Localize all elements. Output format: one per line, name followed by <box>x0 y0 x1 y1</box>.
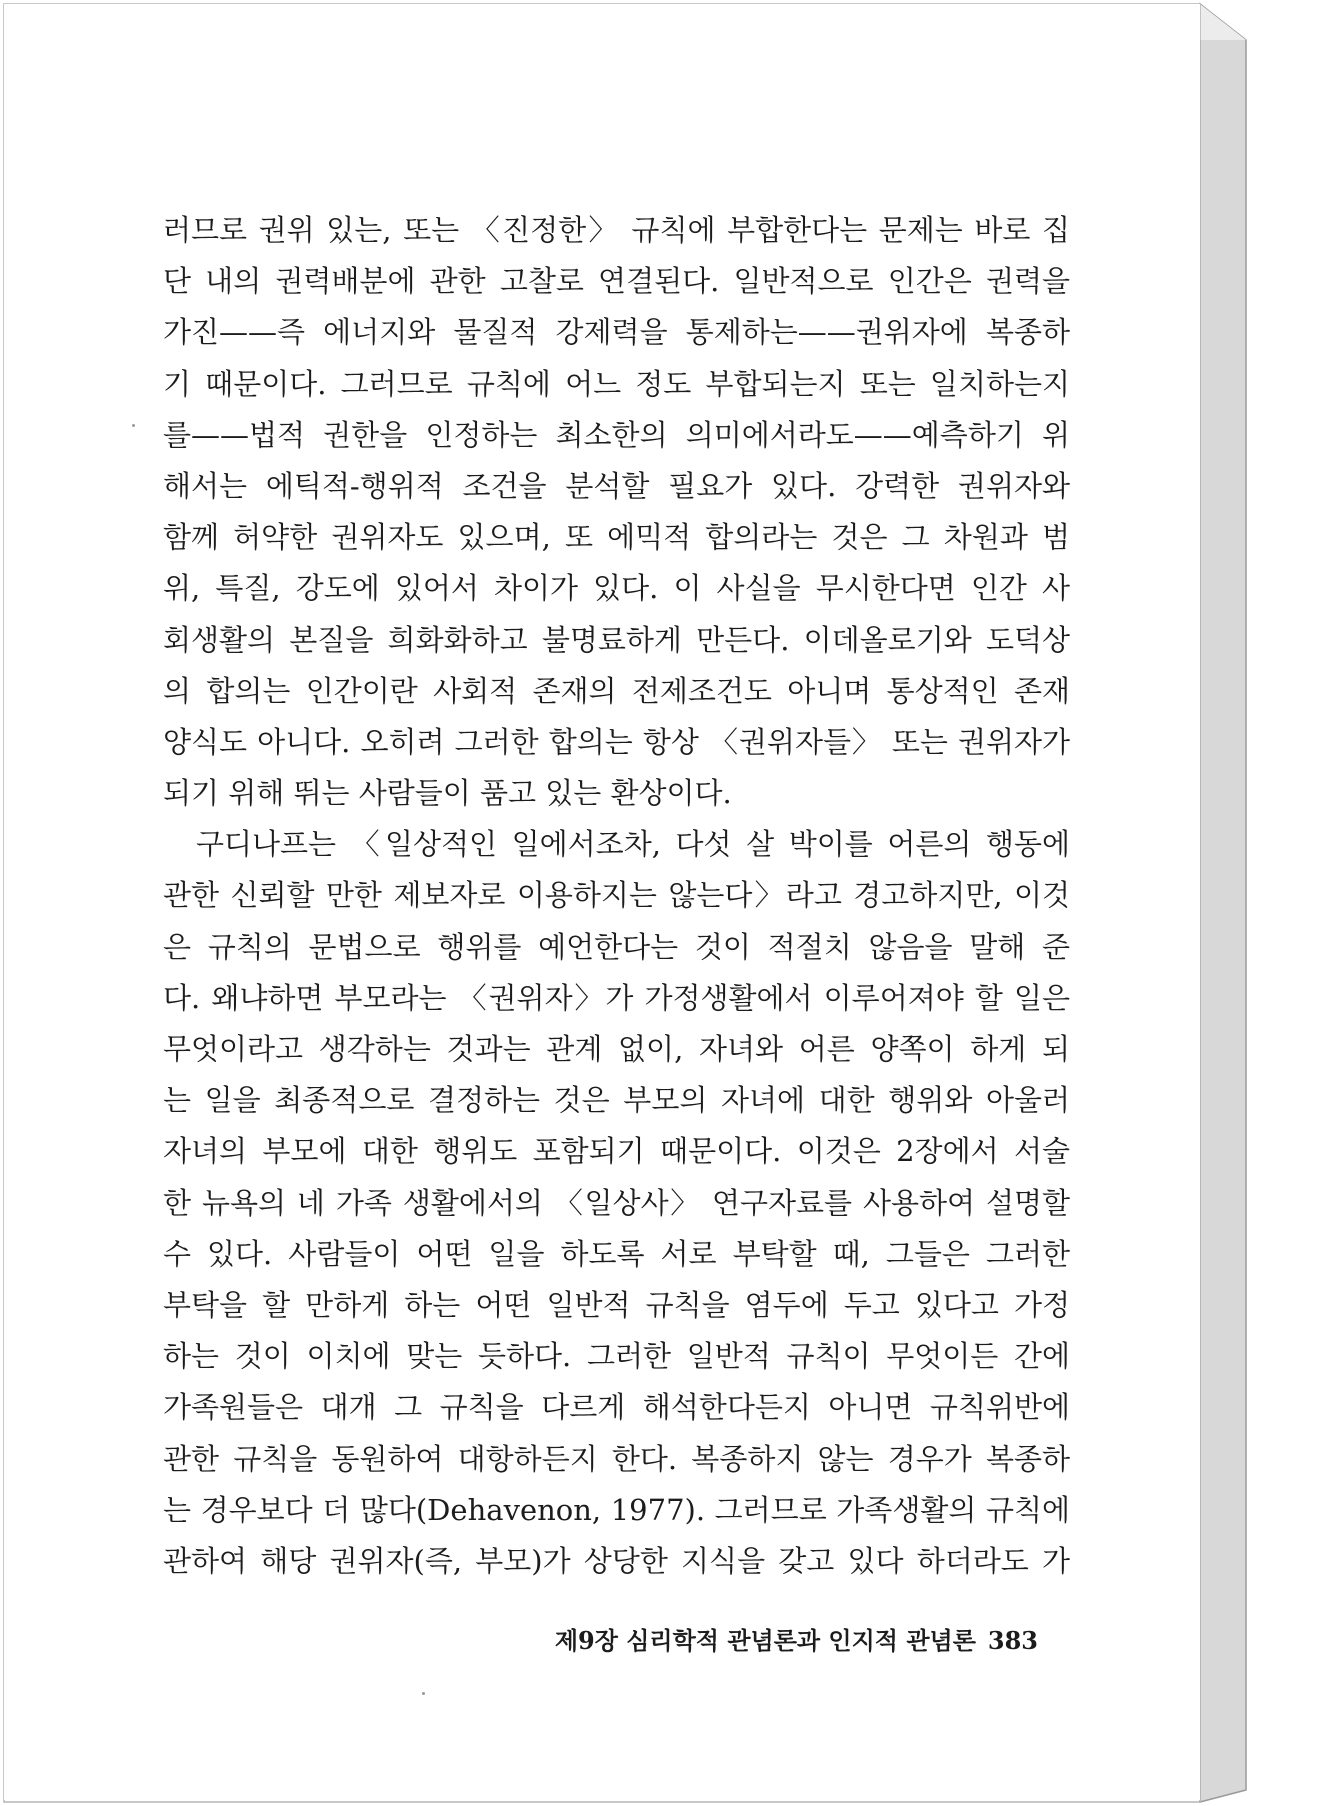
body-line: 자녀의 부모에 대한 행위도 포함되기 때문이다. 이것은 2장에서 서술 <box>163 1134 1070 1169</box>
body-line: 부탁을 할 만하게 하는 어떤 일반적 규칙을 염두에 두고 있다고 가정 <box>163 1287 1070 1322</box>
scan-speck <box>132 424 135 427</box>
body-line: 수 있다. 사람들이 어떤 일을 하도록 서로 부탁할 때, 그들은 그러한 <box>163 1236 1070 1271</box>
body-line: 관한 신뢰할 만한 제보자로 이용하지는 않는다〉라고 경고하지만, 이것 <box>163 878 1070 913</box>
body-line-paragraph-start: 구디나프는 〈일상적인 일에서조차, 다섯 살 박이를 어른의 행동에 <box>196 827 1070 862</box>
body-line-paragraph-end: 되기 위해 뛰는 사람들이 품고 있는 환상이다. <box>163 776 732 811</box>
body-line: 기 때문이다. 그러므로 규칙에 어느 정도 부합되는지 또는 일치하는지 <box>163 366 1070 401</box>
body-line: 관한 규칙을 동원하여 대항하든지 한다. 복종하지 않는 경우가 복종하 <box>163 1441 1070 1476</box>
body-line: 가족원들은 대개 그 규칙을 다르게 해석한다든지 아니면 규칙위반에 <box>163 1390 1070 1425</box>
body-line: 은 규칙의 문법으로 행위를 예언한다는 것이 적절치 않음을 말해 준 <box>163 929 1070 964</box>
body-text <box>163 205 1070 1587</box>
body-line: 는 일을 최종적으로 결정하는 것은 부모의 자녀에 대한 행위와 아울러 <box>163 1083 1070 1118</box>
body-line: 는 경우보다 더 많다(Dehavenon, 1977). 그러므로 가족생활의 규칙에 <box>163 1492 1070 1527</box>
body-line: 의 합의는 인간이란 사회적 존재의 전제조건도 아니며 통상적인 존재 <box>163 673 1070 708</box>
body-line: 를——법적 권한을 인정하는 최소한의 의미에서라도——예측하기 위 <box>163 417 1070 452</box>
scan-speck <box>422 1692 425 1695</box>
body-line: 해서는 에틱적-행위적 조건을 분석할 필요가 있다. 강력한 권위자와 <box>163 468 1070 503</box>
body-line: 한 뉴욕의 네 가족 생활에서의 〈일상사〉 연구자료를 사용하여 설명할 <box>163 1185 1070 1220</box>
body-line: 회생활의 본질을 희화화하고 불명료하게 만든다. 이데올로기와 도덕상 <box>163 622 1070 657</box>
page-number: 383 <box>987 1626 1038 1655</box>
page-footer <box>553 1621 1038 1661</box>
running-title: 제9장 심리학적 관념론과 인지적 관념론 <box>554 1626 976 1655</box>
body-line: 다. 왜냐하면 부모라는 〈권위자〉가 가정생활에서 이루어져야 할 일은 <box>163 980 1070 1015</box>
body-line: 관하여 해당 권위자(즉, 부모)가 상당한 지식을 갖고 있다 하더라도 가 <box>163 1543 1070 1578</box>
body-line: 무엇이라고 생각하는 것과는 관계 없이, 자녀와 어른 양쪽이 하게 되 <box>163 1032 1070 1066</box>
body-line: 하는 것이 이치에 맞는 듯하다. 그러한 일반적 규칙이 무엇이든 간에 <box>163 1339 1070 1374</box>
body-line: 러므로 권위 있는, 또는 〈진정한〉 규칙에 부합한다는 문제는 바로 집 <box>163 213 1070 247</box>
body-line: 단 내의 권력배분에 관한 고찰로 연결된다. 일반적으로 인간은 권력을 <box>163 264 1070 299</box>
body-line: 양식도 아니다. 오히려 그러한 합의는 항상 〈권위자들〉 또는 권위자가 <box>163 724 1070 759</box>
body-line: 가진——즉 에너지와 물질적 강제력을 통제하는——권위자에 복종하 <box>163 315 1070 350</box>
body-line: 위, 특질, 강도에 있어서 차이가 있다. 이 사실을 무시한다면 인간 사 <box>163 571 1070 606</box>
body-line: 함께 허약한 권위자도 있으며, 또 에믹적 합의라는 것은 그 차원과 범 <box>163 520 1070 555</box>
